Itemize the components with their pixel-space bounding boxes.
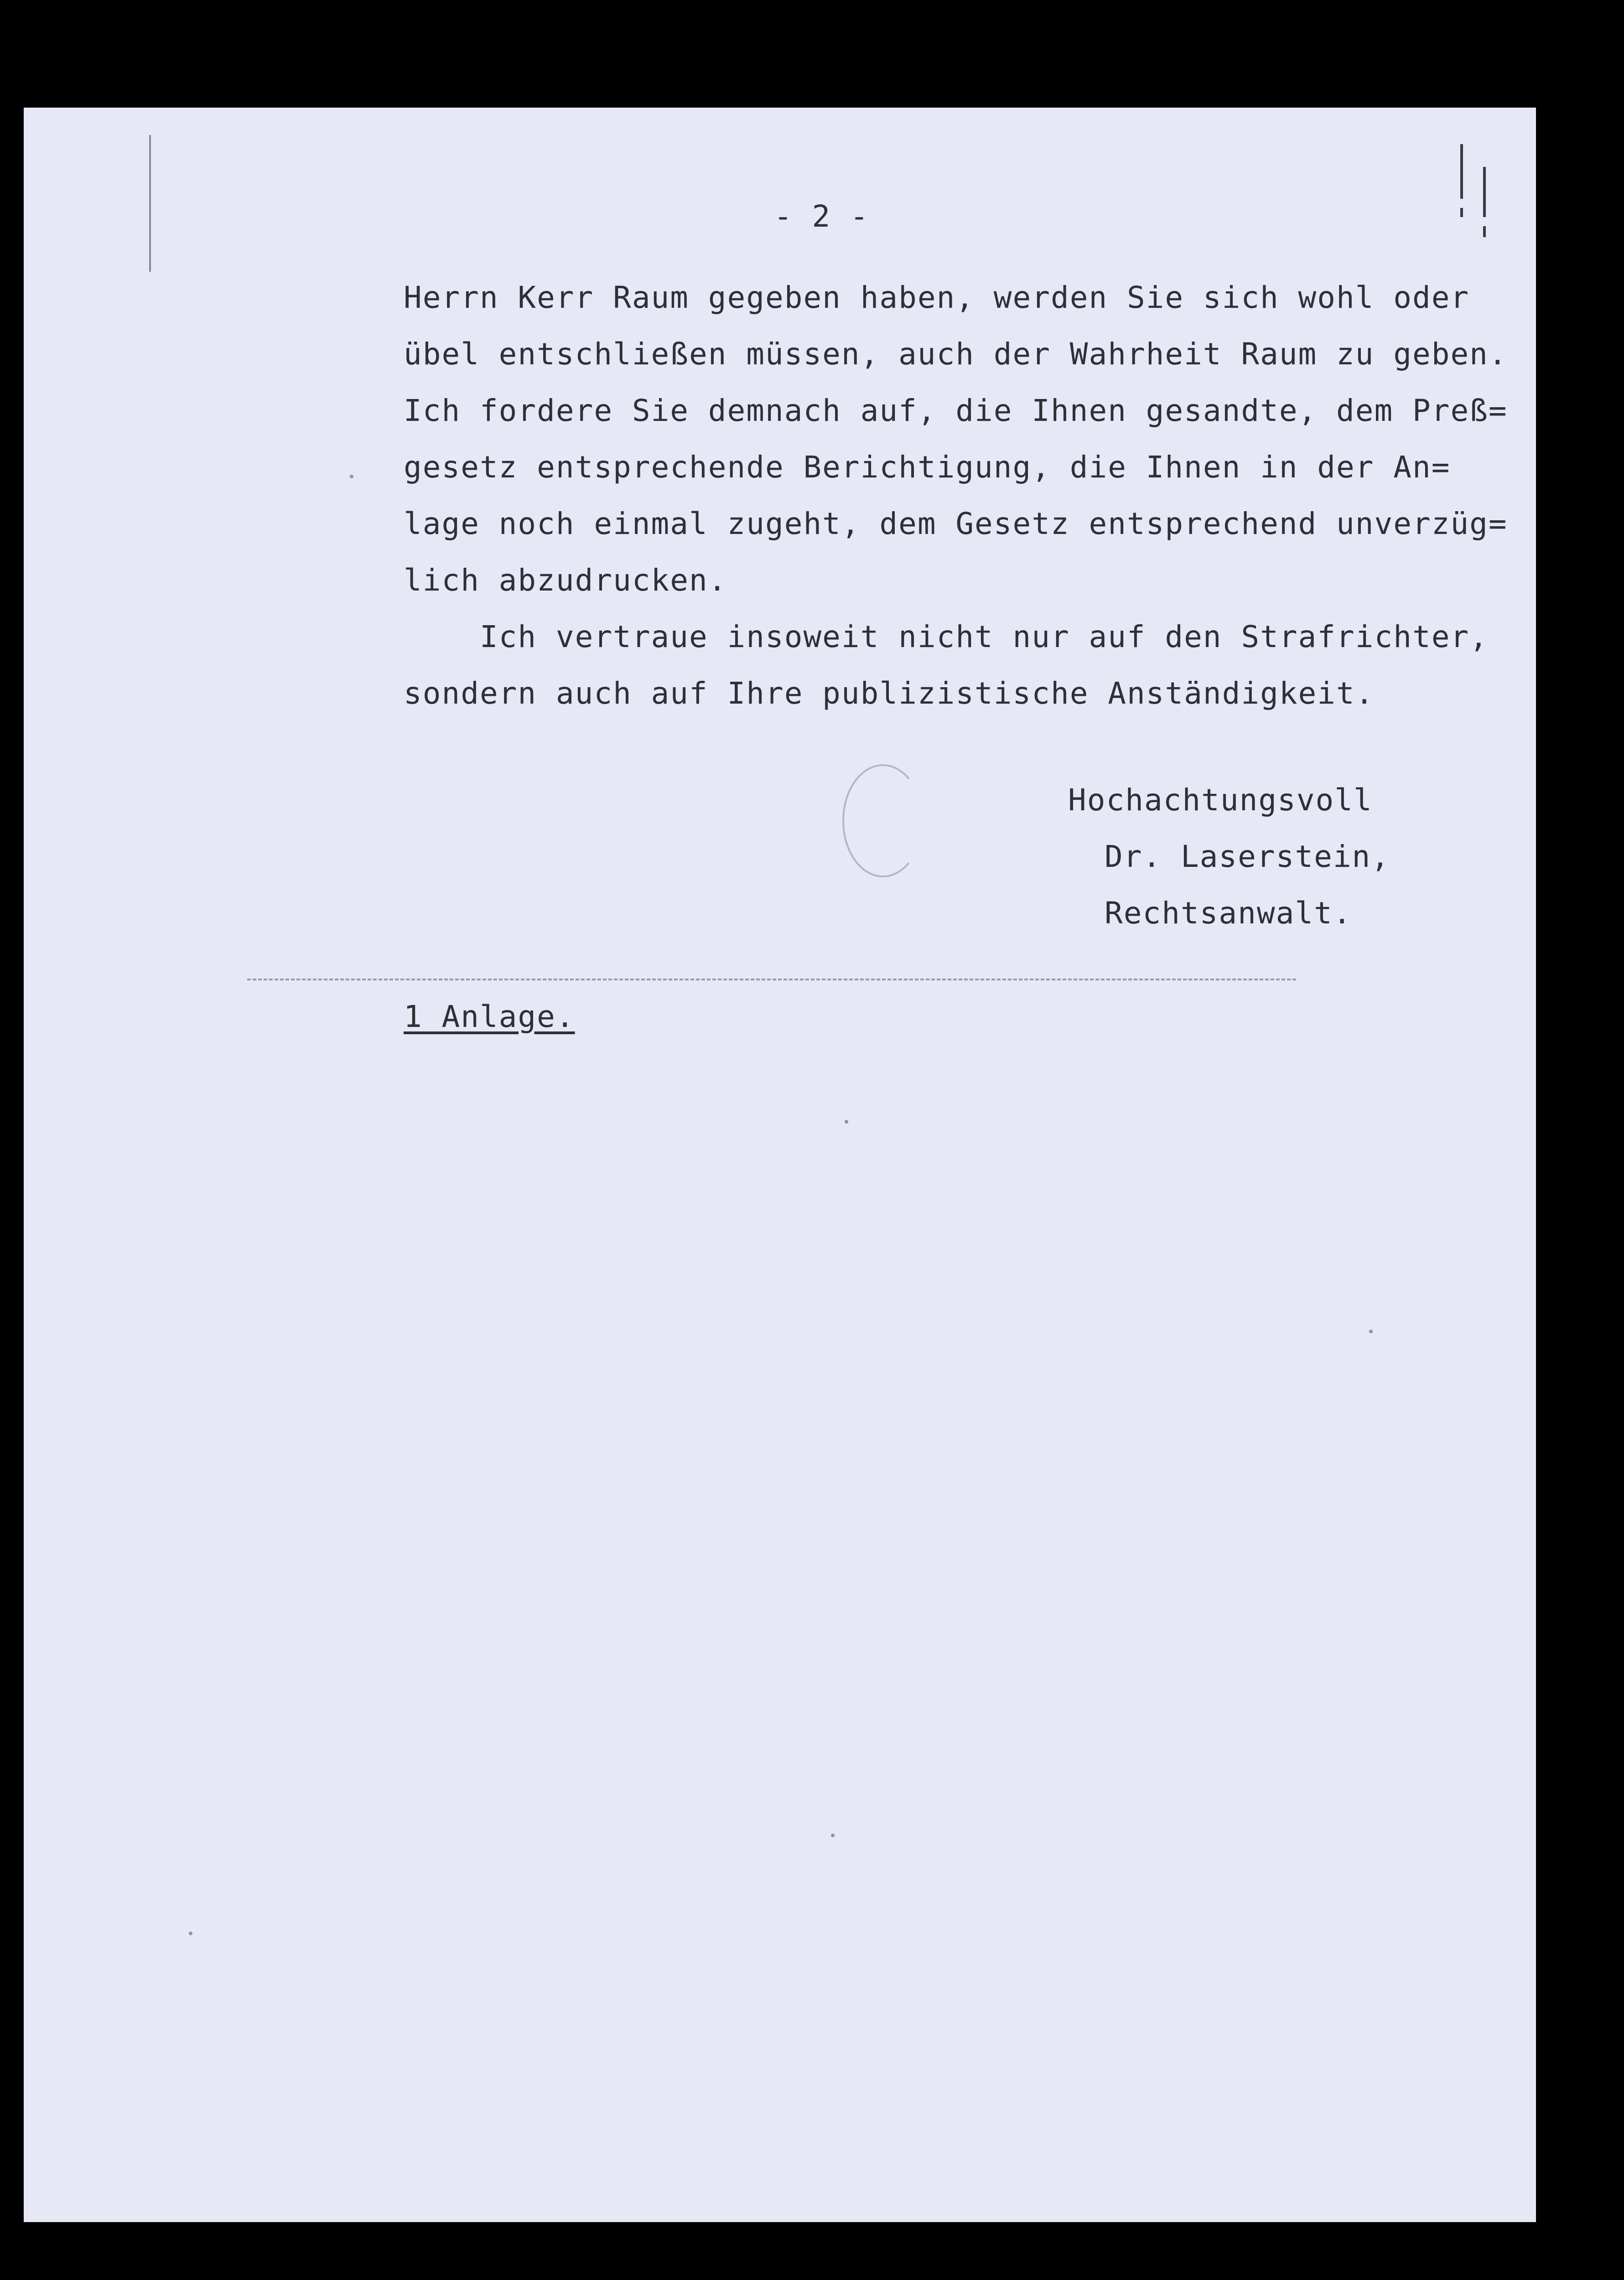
body-line: gesetz entsprechende Berichtigung, die Ihnen in der An= bbox=[404, 450, 1451, 485]
paper-speck bbox=[831, 1834, 835, 1837]
faint-stamp-seal bbox=[842, 764, 924, 877]
attachment-note: 1 Anlage. bbox=[404, 999, 575, 1034]
body-line: Ich fordere Sie demnach auf, die Ihnen gesandte, dem Preß= bbox=[404, 393, 1508, 428]
paper-speck bbox=[350, 475, 353, 478]
page-number: - 2 - bbox=[774, 199, 869, 234]
body-line: sondern auch auf Ihre publizistische Anständigkeit. bbox=[404, 676, 1375, 711]
body-line: Ich vertraue insoweit nicht nur auf den Strafrichter, bbox=[404, 619, 1489, 654]
separator-rule bbox=[247, 979, 1296, 980]
signatory-title: Rechtsanwalt. bbox=[1105, 896, 1352, 931]
body-line: lich abzudrucken. bbox=[404, 563, 727, 598]
body-line: lage noch einmal zugeht, dem Gesetz entsprechend unverzüg= bbox=[404, 506, 1508, 541]
signatory-name: Dr. Laserstein, bbox=[1105, 839, 1391, 874]
document-page bbox=[24, 108, 1536, 2222]
body-line: Herrn Kerr Raum gegeben haben, werden Sie sich wohl oder bbox=[404, 280, 1470, 315]
paper-speck bbox=[189, 1932, 192, 1935]
paper-speck bbox=[1369, 1330, 1373, 1333]
closing-salutation: Hochachtungsvoll bbox=[1068, 782, 1373, 818]
body-line: übel entschließen müssen, auch der Wahrheit Raum zu geben. bbox=[404, 337, 1508, 372]
paper-speck bbox=[845, 1120, 848, 1124]
edge-marks bbox=[1442, 135, 1506, 254]
left-margin-line bbox=[149, 135, 151, 272]
